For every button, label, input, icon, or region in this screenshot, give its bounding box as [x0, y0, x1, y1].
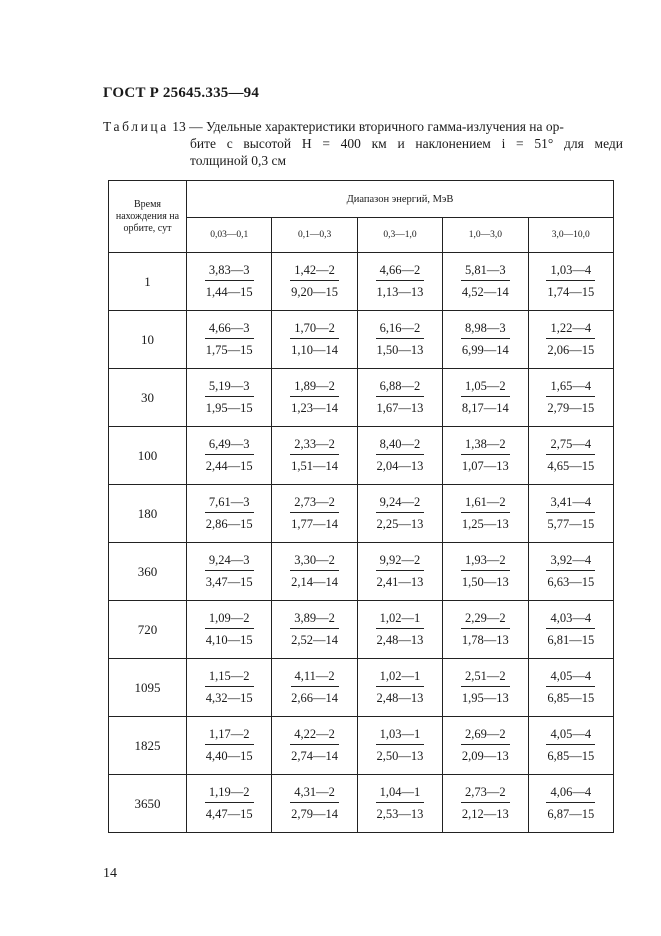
value-fraction: [461, 785, 510, 821]
time-cell: 1825: [109, 717, 187, 775]
value-cell: [357, 775, 442, 833]
value-cell: [528, 717, 613, 775]
value-cell: [357, 717, 442, 775]
fraction-denominator: 1,13—13: [376, 285, 424, 299]
value-fraction: [290, 785, 339, 821]
fraction-numerator: 4,05—4: [546, 669, 595, 687]
fraction-denominator: 4,52—14: [461, 285, 509, 299]
fraction-denominator: 1,95—15: [205, 401, 253, 415]
value-cell: [528, 601, 613, 659]
fraction-numerator: 4,11—2: [291, 669, 339, 687]
value-cell: [187, 775, 272, 833]
table-row: [109, 369, 614, 427]
time-cell: 10: [109, 311, 187, 369]
value-fraction: [376, 669, 425, 705]
fraction-numerator: 3,83—3: [205, 263, 254, 281]
fraction-numerator: 1,70—2: [290, 321, 339, 339]
fraction-denominator: 2,52—14: [291, 633, 339, 647]
value-fraction: [461, 495, 510, 531]
value-fraction: [461, 437, 510, 473]
fraction-numerator: 2,69—2: [461, 727, 510, 745]
fraction-denominator: 2,79—14: [291, 807, 339, 821]
fraction-numerator: 1,03—4: [546, 263, 595, 281]
fraction-numerator: 4,03—4: [546, 611, 595, 629]
fraction-denominator: 2,50—13: [376, 749, 424, 763]
value-cell: [272, 485, 357, 543]
value-fraction: [205, 263, 254, 299]
fraction-denominator: 1,10—14: [291, 343, 339, 357]
table-row: [109, 775, 614, 833]
value-fraction: [546, 495, 595, 531]
value-cell: [443, 659, 528, 717]
value-cell: [187, 253, 272, 311]
fraction-numerator: 6,88—2: [376, 379, 425, 397]
fraction-denominator: 1,51—14: [291, 459, 339, 473]
value-fraction: [290, 263, 339, 299]
fraction-denominator: 1,23—14: [291, 401, 339, 415]
value-fraction: [205, 727, 254, 763]
value-fraction: [205, 495, 254, 531]
table-row: [109, 485, 614, 543]
fraction-denominator: 1,25—13: [461, 517, 509, 531]
value-fraction: [290, 379, 339, 415]
value-fraction: [376, 379, 425, 415]
fraction-denominator: 4,65—15: [547, 459, 595, 473]
value-cell: [443, 601, 528, 659]
value-fraction: [205, 611, 254, 647]
value-fraction: [205, 553, 254, 589]
value-fraction: [546, 321, 595, 357]
value-cell: [272, 659, 357, 717]
value-fraction: [546, 263, 595, 299]
fraction-numerator: 1,17—2: [205, 727, 254, 745]
fraction-denominator: 2,66—14: [291, 691, 339, 705]
fraction-numerator: 3,92—4: [546, 553, 595, 571]
fraction-numerator: 3,30—2: [290, 553, 339, 571]
value-cell: [187, 659, 272, 717]
value-fraction: [376, 553, 425, 589]
value-cell: [357, 427, 442, 485]
value-cell: [443, 485, 528, 543]
time-cell: 30: [109, 369, 187, 427]
value-fraction: [205, 437, 254, 473]
value-cell: [357, 369, 442, 427]
value-fraction: [546, 669, 595, 705]
fraction-numerator: 4,31—2: [290, 785, 339, 803]
value-cell: [272, 775, 357, 833]
value-cell: [357, 311, 442, 369]
fraction-denominator: 1,75—15: [205, 343, 253, 357]
value-cell: [272, 717, 357, 775]
table-body: [109, 253, 614, 833]
fraction-denominator: 1,77—14: [291, 517, 339, 531]
time-cell: 1095: [109, 659, 187, 717]
value-cell: [357, 543, 442, 601]
fraction-numerator: 1,93—2: [461, 553, 510, 571]
fraction-numerator: 1,61—2: [461, 495, 510, 513]
value-cell: [528, 253, 613, 311]
energy-range-subheader: 1,0—3,0: [443, 218, 528, 253]
fraction-denominator: 4,10—15: [205, 633, 253, 647]
value-cell: [187, 485, 272, 543]
value-fraction: [290, 495, 339, 531]
fraction-denominator: 1,74—15: [547, 285, 595, 299]
value-fraction: [546, 379, 595, 415]
value-fraction: [376, 263, 425, 299]
value-fraction: [290, 611, 339, 647]
time-cell: 180: [109, 485, 187, 543]
fraction-numerator: 9,24—2: [376, 495, 425, 513]
value-cell: [528, 775, 613, 833]
document-header: ГОСТ Р 25645.335—94: [103, 85, 260, 101]
time-cell: 100: [109, 427, 187, 485]
fraction-numerator: 1,42—2: [290, 263, 339, 281]
value-cell: [272, 311, 357, 369]
fraction-numerator: 2,73—2: [290, 495, 339, 513]
value-fraction: [205, 669, 254, 705]
value-cell: [528, 427, 613, 485]
caption-line-2: бите с высотой H = 400 км и наклонением i = 51° для меди: [190, 136, 623, 151]
value-fraction: [461, 263, 510, 299]
fraction-numerator: 6,16—2: [376, 321, 425, 339]
value-fraction: [376, 785, 425, 821]
fraction-denominator: 2,86—15: [205, 517, 253, 531]
table-row: [109, 253, 614, 311]
fraction-numerator: 1,22—4: [546, 321, 595, 339]
fraction-denominator: 1,50—13: [376, 343, 424, 357]
value-cell: [272, 369, 357, 427]
fraction-numerator: 4,66—3: [205, 321, 254, 339]
value-cell: [187, 717, 272, 775]
value-fraction: [376, 611, 425, 647]
value-cell: [443, 427, 528, 485]
caption-line-1-text: 13 — Удельные характеристики вторичного гамма-излучения на ор-: [168, 119, 564, 134]
fraction-numerator: 8,40—2: [376, 437, 425, 455]
energy-range-header: Диапазон энергий, МэВ: [187, 181, 614, 218]
fraction-numerator: 1,15—2: [205, 669, 254, 687]
fraction-numerator: 9,24—3: [205, 553, 254, 571]
value-cell: [357, 601, 442, 659]
fraction-numerator: 5,19—3: [205, 379, 254, 397]
value-fraction: [461, 321, 510, 357]
fraction-numerator: 6,49—3: [205, 437, 254, 455]
value-cell: [443, 717, 528, 775]
value-cell: [528, 311, 613, 369]
fraction-denominator: 1,67—13: [376, 401, 424, 415]
energy-range-subheader: 0,1—0,3: [272, 218, 357, 253]
fraction-denominator: 2,79—15: [547, 401, 595, 415]
fraction-denominator: 2,04—13: [376, 459, 424, 473]
caption-table-label: Таблица: [103, 119, 169, 134]
energy-range-subheader: 3,0—10,0: [528, 218, 613, 253]
table-row: [109, 717, 614, 775]
fraction-numerator: 1,65—4: [546, 379, 595, 397]
value-cell: [357, 485, 442, 543]
fraction-numerator: 4,66—2: [376, 263, 425, 281]
value-cell: [357, 253, 442, 311]
fraction-numerator: 1,02—1: [376, 669, 425, 687]
fraction-denominator: 2,44—15: [205, 459, 253, 473]
value-cell: [187, 311, 272, 369]
fraction-numerator: 4,22—2: [290, 727, 339, 745]
table-row: [109, 659, 614, 717]
fraction-denominator: 6,63—15: [547, 575, 595, 589]
fraction-denominator: 3,47—15: [205, 575, 253, 589]
page-number: 14: [103, 866, 117, 881]
value-fraction: [546, 437, 595, 473]
fraction-numerator: 1,38—2: [461, 437, 510, 455]
fraction-numerator: 1,03—1: [376, 727, 425, 745]
fraction-denominator: 1,78—13: [461, 633, 509, 647]
fraction-numerator: 1,05—2: [461, 379, 510, 397]
value-fraction: [376, 437, 425, 473]
fraction-numerator: 7,61—3: [205, 495, 254, 513]
energy-range-subheader: 0,3—1,0: [357, 218, 442, 253]
fraction-denominator: 6,85—15: [547, 691, 595, 705]
value-fraction: [205, 321, 254, 357]
fraction-numerator: 5,81—3: [461, 263, 510, 281]
value-cell: [443, 543, 528, 601]
fraction-denominator: 2,12—13: [461, 807, 509, 821]
fraction-denominator: 2,48—13: [376, 633, 424, 647]
fraction-numerator: 3,89—2: [290, 611, 339, 629]
value-cell: [187, 543, 272, 601]
time-cell: 3650: [109, 775, 187, 833]
value-cell: [528, 485, 613, 543]
time-cell: 360: [109, 543, 187, 601]
table-row: [109, 311, 614, 369]
value-cell: [187, 601, 272, 659]
fraction-denominator: 2,09—13: [461, 749, 509, 763]
value-cell: [272, 253, 357, 311]
table-row: [109, 427, 614, 485]
fraction-denominator: 4,47—15: [205, 807, 253, 821]
value-fraction: [546, 785, 595, 821]
fraction-denominator: 2,74—14: [291, 749, 339, 763]
value-fraction: [376, 495, 425, 531]
value-cell: [528, 659, 613, 717]
fraction-denominator: 5,77—15: [547, 517, 595, 531]
value-cell: [443, 311, 528, 369]
fraction-denominator: 2,25—13: [376, 517, 424, 531]
value-cell: [528, 369, 613, 427]
value-fraction: [290, 437, 339, 473]
table-caption: [103, 118, 623, 169]
fraction-denominator: 4,40—15: [205, 749, 253, 763]
data-table: [108, 180, 614, 833]
fraction-numerator: 3,41—4: [546, 495, 595, 513]
value-cell: [443, 253, 528, 311]
value-cell: [443, 775, 528, 833]
fraction-denominator: 2,53—13: [376, 807, 424, 821]
energy-range-subheader: 0,03—0,1: [187, 218, 272, 253]
fraction-denominator: 6,81—15: [547, 633, 595, 647]
fraction-denominator: 8,17—14: [461, 401, 509, 415]
value-fraction: [461, 611, 510, 647]
fraction-denominator: 1,95—13: [461, 691, 509, 705]
time-cell: 1: [109, 253, 187, 311]
value-fraction: [376, 727, 425, 763]
fraction-denominator: 2,14—14: [291, 575, 339, 589]
fraction-denominator: 2,06—15: [547, 343, 595, 357]
fraction-denominator: 2,41—13: [376, 575, 424, 589]
value-cell: [187, 427, 272, 485]
table-row: [109, 543, 614, 601]
fraction-numerator: 4,05—4: [546, 727, 595, 745]
fraction-numerator: 2,33—2: [290, 437, 339, 455]
value-fraction: [291, 669, 339, 705]
value-fraction: [290, 727, 339, 763]
fraction-numerator: 1,89—2: [290, 379, 339, 397]
value-fraction: [461, 669, 510, 705]
caption-line-1: [103, 118, 623, 135]
value-fraction: [290, 553, 339, 589]
time-cell: 720: [109, 601, 187, 659]
fraction-numerator: 1,19—2: [205, 785, 254, 803]
value-fraction: [461, 727, 510, 763]
value-cell: [272, 601, 357, 659]
fraction-numerator: 1,09—2: [205, 611, 254, 629]
fraction-numerator: 2,29—2: [461, 611, 510, 629]
value-cell: [187, 369, 272, 427]
fraction-denominator: 2,48—13: [376, 691, 424, 705]
value-fraction: [290, 321, 339, 357]
time-column-header: Время нахождения на орбите, сут: [109, 181, 187, 253]
value-cell: [272, 427, 357, 485]
fraction-denominator: 6,99—14: [461, 343, 509, 357]
value-fraction: [461, 553, 510, 589]
fraction-denominator: 9,20—15: [291, 285, 339, 299]
fraction-numerator: 1,04—1: [376, 785, 425, 803]
fraction-denominator: 1,50—13: [461, 575, 509, 589]
fraction-numerator: 8,98—3: [461, 321, 510, 339]
value-cell: [443, 369, 528, 427]
value-fraction: [546, 727, 595, 763]
value-fraction: [205, 379, 254, 415]
fraction-denominator: 6,85—15: [547, 749, 595, 763]
fraction-numerator: 2,75—4: [546, 437, 595, 455]
table-row: [109, 601, 614, 659]
value-fraction: [461, 379, 510, 415]
value-fraction: [205, 785, 254, 821]
value-cell: [357, 659, 442, 717]
fraction-numerator: 2,51—2: [461, 669, 510, 687]
caption-line-3: толщиной 0,3 см: [190, 153, 287, 168]
fraction-numerator: 1,02—1: [376, 611, 425, 629]
value-cell: [272, 543, 357, 601]
value-cell: [528, 543, 613, 601]
fraction-numerator: 9,92—2: [376, 553, 425, 571]
fraction-numerator: 4,06—4: [546, 785, 595, 803]
value-fraction: [546, 611, 595, 647]
fraction-numerator: 2,73—2: [461, 785, 510, 803]
fraction-denominator: 1,44—15: [205, 285, 253, 299]
fraction-denominator: 4,32—15: [205, 691, 253, 705]
value-fraction: [376, 321, 425, 357]
fraction-denominator: 1,07—13: [461, 459, 509, 473]
value-fraction: [546, 553, 595, 589]
fraction-denominator: 6,87—15: [547, 807, 595, 821]
